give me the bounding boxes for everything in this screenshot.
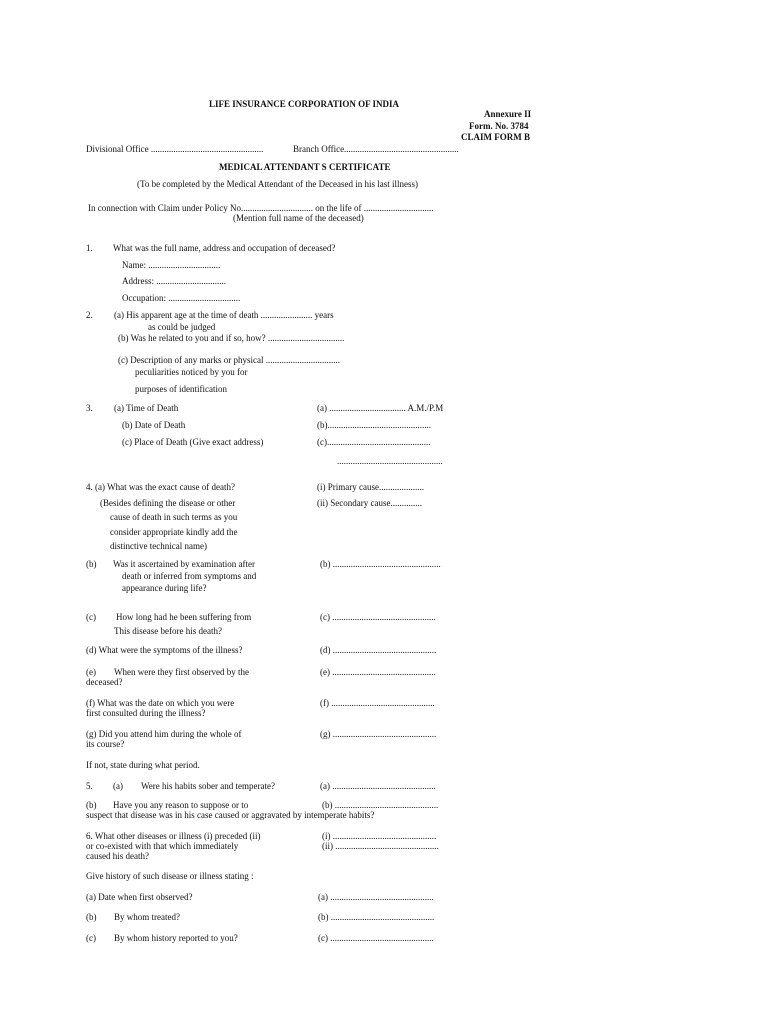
org-name: LIFE INSURANCE CORPORATION OF INDIA <box>209 99 400 109</box>
q6a-text: (a) Date when first observed? <box>86 892 193 902</box>
divisional-office-field: Divisional Office .................................................. <box>86 144 264 154</box>
q5a-answer: (a) .............................................. <box>320 781 436 791</box>
q5b-label: (b) <box>86 800 97 810</box>
q5a-text: Were his habits sober and temperate? <box>141 781 275 791</box>
q6c-label: (c) <box>86 933 96 943</box>
q4a-primary-answer: (i) Primary cause.................... <box>317 482 424 492</box>
q6c-answer: (c) .............................................. <box>318 933 434 943</box>
q4b-answer: (b) ................................................ <box>320 559 441 569</box>
q6c-text: By whom history reported to you? <box>114 933 238 943</box>
q4f-line2: first consulted during the illness? <box>86 708 206 718</box>
q3c-text: (c) Place of Death (Give exact address) <box>122 437 264 447</box>
q6-line1: 6. What other diseases or illness (i) preceded (ii) <box>86 831 261 841</box>
q4a-line3: cause of death in such terms as you <box>110 512 238 522</box>
q2b-text: (b) Was he related to you and if so, how? .................................. <box>118 333 345 343</box>
q4d-answer: (d) .............................................. <box>320 645 437 655</box>
q2c-line2: peculiarities noticed by you for <box>135 367 248 377</box>
certificate-title: MEDICAL ATTENDANT S CERTIFICATE <box>219 162 391 172</box>
q4a-line4: consider appropriate kindly add the <box>110 527 238 537</box>
q3a-answer: (a) .................................. A.M./P.M <box>317 403 444 413</box>
connection-line: In connection with Claim under Policy No................................ on the life of ............................... <box>88 203 434 213</box>
q4a-line2: (Besides defining the disease or other <box>100 498 236 508</box>
q2a-line2: as could be judged <box>148 322 216 332</box>
q6b-answer: (b) .............................................. <box>318 912 435 922</box>
q1-text: What was the full name, address and occupation of deceased? <box>113 243 336 253</box>
q5a-label: (a) <box>113 781 123 791</box>
q3c-answer-line2: ............................................... <box>337 456 443 466</box>
mention-note: (Mention full name of the deceased) <box>233 213 364 223</box>
q4c-line2: This disease before his death? <box>114 626 222 636</box>
q2a-line1: (a) His apparent age at the time of death ....................... years <box>114 310 334 320</box>
q2-number: 2. <box>86 310 93 320</box>
q3a-text: (a) Time of Death <box>114 403 179 413</box>
q4a-line5: distinctive technical name) <box>110 541 207 551</box>
q6-i-answer: (i) .............................................. <box>322 831 437 841</box>
q5b-line2: suspect that disease was in his case caused or aggravated by intemperate habits? <box>86 810 375 820</box>
q2c-line3: purposes of identification <box>135 384 227 394</box>
q4c-answer: (c) .............................................. <box>320 612 436 622</box>
q2c-line1: (c) Description of any marks or physical ................................. <box>118 355 340 365</box>
q4b-line3: appearance during life? <box>122 583 207 593</box>
q6-line2: or co-existed with that which immediately <box>86 841 239 851</box>
q4e-line2: deceased? <box>86 677 123 687</box>
q4g-answer: (g) .............................................. <box>320 729 437 739</box>
q3-number: 3. <box>86 403 93 413</box>
q6-line3: caused his death? <box>86 851 149 861</box>
q4c-line1: How long had he been suffering from <box>116 612 252 622</box>
q1-name-field: Name: ................................ <box>122 260 221 270</box>
q1-occupation-field: Occupation: ................................ <box>122 293 241 303</box>
q3c-answer: (c).............................................. <box>317 437 431 447</box>
q1-number: 1. <box>86 243 93 253</box>
q5-number: 5. <box>86 781 93 791</box>
q4b-line2: death or inferred from symptoms and <box>122 571 257 581</box>
q4f-answer: (f) .............................................. <box>320 698 435 708</box>
q4b-label: (b) <box>86 559 97 569</box>
q4e-label: (e) <box>86 667 96 677</box>
q6a-answer: (a) .............................................. <box>318 892 434 902</box>
q1-address-field: Address: ............................... <box>122 276 226 286</box>
q4g-line1: (g) Did you attend him during the whole of <box>86 729 242 739</box>
form-number: Form. No. 3784 <box>469 121 529 131</box>
q4e-line1: When were they first observed by the <box>114 667 249 677</box>
claim-form-label: CLAIM FORM B <box>461 132 530 142</box>
q4g-line2: its course? <box>86 739 125 749</box>
q3b-text: (b) Date of Death <box>122 420 186 430</box>
q6-ii-answer: (ii) .............................................. <box>322 841 439 851</box>
q6b-text: By whom treated? <box>114 912 180 922</box>
annexure-label: Annexure II <box>484 109 532 119</box>
q4a-secondary-answer: (ii) Secondary cause.............. <box>317 498 422 508</box>
branch-office-field: Branch Office................................................... <box>293 144 459 154</box>
q4f-line1: (f) What was the date on which you were <box>86 698 235 708</box>
q5b-line1: Have you any reason to suppose or to <box>113 800 249 810</box>
q4d-text: (d) What were the symptoms of the illness? <box>86 645 243 655</box>
q4a-line1: 4. (a) What was the exact cause of death? <box>86 482 236 492</box>
q4b-line1: Was it ascertained by examination after <box>113 559 255 569</box>
q5b-answer: (b) .............................................. <box>322 800 439 810</box>
q4-not-period: If not, state during what period. <box>86 760 200 770</box>
q4c-label: (c) <box>86 612 96 622</box>
q6-history-intro: Give history of such disease or illness stating : <box>86 871 254 881</box>
q3b-answer: (b).............................................. <box>317 420 431 430</box>
q4e-answer: (e) .............................................. <box>320 667 436 677</box>
certificate-subtitle: (To be completed by the Medical Attendant of the Deceased in his last illness) <box>137 179 419 189</box>
q6b-label: (b) <box>86 912 97 922</box>
